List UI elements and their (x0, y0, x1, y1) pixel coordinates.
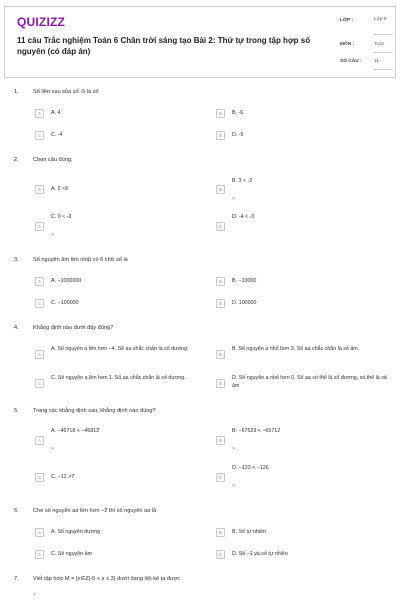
question-2-option-c-badge[interactable]: C (35, 222, 44, 231)
question-4-text: Khẳng định nào dưới đây đúng? (33, 325, 114, 331)
question-5-option-b-extra: > (232, 446, 235, 452)
question-6-option-d-badge[interactable]: D (216, 550, 225, 559)
count-label: SỐ CÂU : (340, 59, 362, 64)
question-3-option-a-badge[interactable]: A (35, 277, 44, 286)
count-underline (373, 69, 393, 70)
question-4-option-a-badge[interactable]: A (35, 350, 44, 359)
question-1-option-d-badge[interactable]: D (216, 131, 225, 140)
question-5-option-b[interactable]: B. −67523 < −66712 (232, 428, 281, 434)
subject-value: Toán (374, 42, 385, 47)
worksheet-header (4, 6, 396, 78)
question-4-option-a[interactable]: A. Số nguyên a lớn hơn −4. Số aa chắc chắn là số dương. (51, 346, 189, 352)
question-3-option-d[interactable]: D. 100000 (232, 300, 257, 306)
question-5-option-d[interactable]: D. −123 < −126 (232, 465, 269, 471)
question-1-text: Số liền sau của số -5 là số (33, 89, 99, 95)
question-6-option-c[interactable]: C. Số nguyên âm (51, 551, 92, 557)
question-7-text: Viết tập hợp M = {x∈Z|-5 < x ≤ 3} dưới dạng liệt kê ta được (33, 576, 181, 582)
question-3-option-b[interactable]: B. −10000 (232, 278, 257, 284)
question-4-number: 4. (14, 325, 19, 331)
question-5-option-c-badge[interactable]: C (35, 473, 44, 482)
question-5-option-c[interactable]: C. −12 >7 (51, 474, 75, 480)
question-5-option-a-badge[interactable]: A (35, 436, 44, 445)
question-2-option-b-badge[interactable]: B (216, 185, 225, 194)
question-4-option-c-badge[interactable]: C (35, 379, 44, 388)
question-3-option-b-badge[interactable]: B (216, 277, 225, 286)
question-2-option-d-badge[interactable]: D (216, 222, 225, 231)
question-5-option-a[interactable]: A. −46718 < −46812 (51, 428, 100, 434)
question-1-option-c[interactable]: C. -4 (51, 132, 63, 138)
question-3-number: 3. (14, 257, 19, 263)
question-6-option-c-badge[interactable]: C (35, 550, 44, 559)
question-4-option-d[interactable]: D. Số nguyên a nhỏ hơn 0. Số aa có thể là số dương, có thể là số âm (232, 375, 387, 389)
question-1-option-d[interactable]: D. -5 (232, 132, 244, 138)
question-1-option-a[interactable]: A. 4 (51, 110, 61, 116)
question-7-extra: > (33, 592, 36, 598)
question-2-text: Chọn câu đúng. (33, 157, 73, 163)
question-4-option-c[interactable]: C. Số nguyên a lớn hơn 1. Số aa chắc chắn là số dương. (51, 375, 186, 381)
question-4-option-b-badge[interactable]: B (216, 350, 225, 359)
quizizz-logo: QUIZIZZ (17, 15, 66, 29)
question-2-option-c-extra: > (51, 232, 54, 238)
class-label: LỚP : (340, 18, 354, 23)
question-6-number: 6. (14, 508, 19, 514)
question-5-option-d-extra: > (232, 483, 235, 489)
question-3-text: Số nguyên âm lớn nhất có 6 chữ số là (33, 257, 128, 263)
question-5-text: Trong các khẳng định sau, khẳng định nào đúng? (33, 408, 156, 414)
worksheet-title: 11 câu Trắc nghiệm Toán 6 Chân trời sáng tạo Bài 2: Thứ tự trong tập hợp số nguyên (có đáp án) (17, 36, 311, 56)
question-4-option-d-badge[interactable]: D (216, 379, 225, 388)
question-6-option-a[interactable]: A. Số nguyên dương (51, 529, 101, 535)
question-6-option-d[interactable]: D. Số −1 và số tự nhiên (232, 551, 288, 557)
question-6-text: Cho số nguyên aa lớn hơn −2 thì số nguyên aa là (33, 508, 157, 514)
question-6-option-b-badge[interactable]: B (216, 528, 225, 537)
count-value: 11 (374, 59, 379, 64)
question-2-option-b[interactable]: B. 3 < -2 (232, 178, 253, 184)
question-5-number: 5. (14, 408, 19, 414)
question-1-number: 1. (14, 89, 19, 95)
question-3-option-a[interactable]: A. −1000000 (51, 278, 82, 284)
question-1-option-b-badge[interactable]: B (216, 109, 225, 118)
subject-label: MÔN : (340, 42, 355, 47)
class-underline (373, 34, 393, 35)
question-6-option-a-badge[interactable]: A (35, 528, 44, 537)
class-value: Lớp 6 (374, 17, 387, 22)
question-2-option-b-extra: > (232, 196, 235, 202)
question-1-option-c-badge[interactable]: C (35, 131, 44, 140)
question-7-number: 7. (14, 576, 19, 582)
question-2-number: 2. (14, 157, 19, 163)
question-2-option-a[interactable]: A. 2 >3 (51, 186, 68, 192)
question-3-option-c-badge[interactable]: C (35, 299, 44, 308)
question-2-option-d[interactable]: D. -4 < -3 (232, 214, 255, 220)
question-5-option-b-badge[interactable]: B (216, 436, 225, 445)
question-5-option-a-extra: > (51, 446, 54, 452)
question-1-option-b[interactable]: B. -6 (232, 110, 244, 116)
subject-underline (373, 52, 393, 53)
question-5-option-d-badge[interactable]: D (216, 473, 225, 482)
question-2-option-a-badge[interactable]: A (35, 185, 44, 194)
question-2-option-c[interactable]: C. 0 < -3 (51, 214, 72, 220)
question-3-option-d-badge[interactable]: D (216, 299, 225, 308)
question-4-option-b[interactable]: B. Số nguyên a nhỏ hơn 3. Số aa chắc chắn là số âm. (232, 346, 360, 352)
question-3-option-c[interactable]: C. −100000 (51, 300, 79, 306)
question-1-option-a-badge[interactable]: A (35, 109, 44, 118)
question-6-option-b[interactable]: B. Số tự nhiên (232, 529, 266, 535)
